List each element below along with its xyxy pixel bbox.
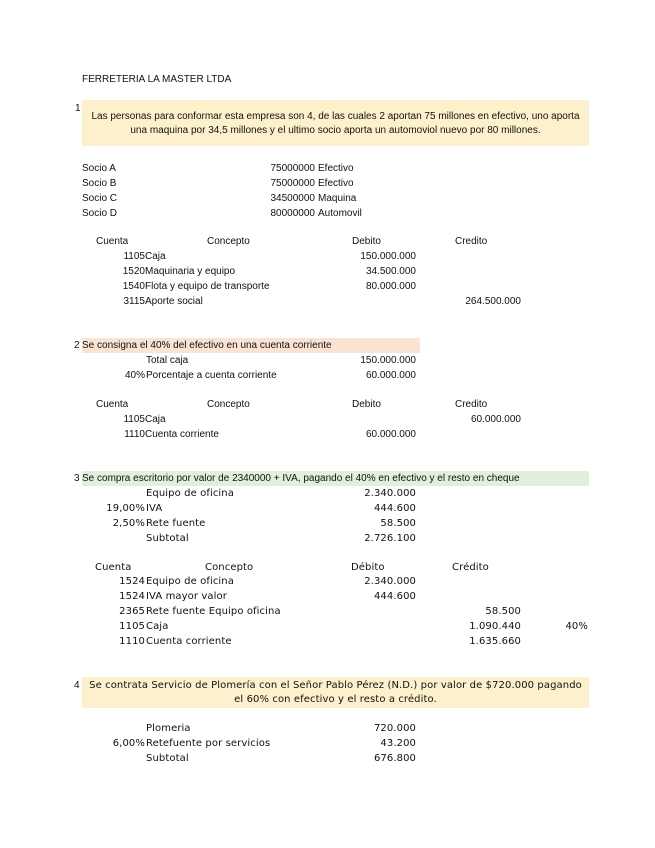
- account-code: 1524: [119, 576, 145, 587]
- calc-value: 444.600: [373, 503, 416, 514]
- debit-value: 2.340.000: [364, 576, 416, 587]
- credit-value: 264.500.000: [465, 296, 521, 307]
- calc-value: 676.800: [373, 753, 416, 764]
- account-concept: Aporte social: [145, 296, 203, 307]
- calc-label: Equipo de oficina: [146, 488, 234, 499]
- calc-value: 58.500: [380, 518, 416, 529]
- company-title: FERRETERIA LA MASTER LTDA: [82, 74, 232, 85]
- calc-label: Retefuente por servicios: [146, 738, 271, 749]
- account-concept: Cuenta corriente: [145, 429, 219, 440]
- account-concept: IVA mayor valor: [146, 591, 227, 602]
- account-code: 1105: [123, 414, 145, 425]
- partner-contribution-type: Efectivo: [318, 178, 354, 189]
- header-debito: Debito: [352, 236, 381, 247]
- calc-label: Total caja: [146, 355, 189, 366]
- credit-value: 58.500: [485, 606, 521, 617]
- calc-label: IVA: [146, 503, 163, 514]
- partner-amount: 80000000: [270, 208, 315, 219]
- section-2-note: Se consigna el 40% del efectivo en una cuenta corriente: [82, 340, 332, 351]
- section-1-note: Las personas para conformar esta empresa son 4, de las cuales 2 aportan 75 millones en efectivo, uno aporta una maquina por 34,5 millones y el ultimo socio aporta un automoviol nuevo por 80 millones.: [91, 111, 580, 136]
- calc-value: 2.340.000: [364, 488, 416, 499]
- debit-value: 444.600: [373, 591, 416, 602]
- account-concept: Maquinaria y equipo: [145, 266, 236, 277]
- account-concept: Caja: [146, 621, 169, 632]
- section-4-note: Se contrata Servicio de Plomería con el Señor Pablo Pérez (N.D.) por valor de $720.000 pagando el 60% con efectivo y el resto a crédito.: [89, 680, 582, 705]
- partner-name: Socio B: [82, 178, 117, 189]
- partner-amount: 75000000: [270, 178, 315, 189]
- calc-percentage: 2,50%: [112, 518, 145, 529]
- header-cuenta: Cuenta: [96, 399, 129, 410]
- account-concept: Cuenta corriente: [146, 636, 232, 647]
- payment-percentage: 40%: [565, 621, 588, 632]
- partner-amount: 34500000: [270, 193, 315, 204]
- header-debito: Debito: [352, 399, 381, 410]
- calc-value: 150.000.000: [360, 355, 416, 366]
- account-concept: Equipo de oficina: [146, 576, 234, 587]
- section-3-number: 3: [74, 473, 80, 484]
- section-4-number: 4: [74, 680, 80, 691]
- header-credito: Credito: [455, 236, 488, 247]
- header-concepto: Concepto: [207, 399, 250, 410]
- account-code: 1524: [119, 591, 145, 602]
- header-cuenta: Cuenta: [95, 562, 132, 573]
- account-code: 2365: [119, 606, 145, 617]
- partner-contribution-type: Efectivo: [318, 163, 354, 174]
- header-credito: Credito: [455, 399, 488, 410]
- account-concept: Caja: [145, 414, 166, 425]
- calc-percentage: 6,00%: [112, 738, 145, 749]
- partner-contribution-type: Automovil: [318, 208, 362, 219]
- calc-label: Plomeria: [146, 723, 191, 734]
- account-code: 1105: [123, 251, 145, 262]
- account-concept: Rete fuente Equipo oficina: [146, 606, 281, 617]
- calc-label: Rete fuente: [146, 518, 206, 529]
- calc-label: Subtotal: [146, 753, 189, 764]
- account-code: 1110: [119, 636, 145, 647]
- calc-label: Subtotal: [146, 533, 189, 544]
- partner-contribution-type: Maquina: [318, 193, 357, 204]
- debit-value: 60.000.000: [365, 429, 416, 440]
- credit-value: 1.635.660: [469, 636, 521, 647]
- calc-percentage: 19,00%: [106, 503, 145, 514]
- account-concept: Flota y equipo de transporte: [145, 281, 270, 292]
- header-concepto: Concepto: [205, 562, 254, 573]
- partner-name: Socio D: [82, 208, 118, 219]
- calc-percentage: 40%: [124, 370, 145, 381]
- account-code: 3115: [123, 296, 145, 307]
- section-3-note: Se compra escritorio por valor de 2340000 + IVA, pagando el 40% en efectivo y el resto en cheque: [82, 473, 520, 484]
- account-code: 1520: [122, 266, 145, 277]
- header-credito: Crédito: [452, 562, 489, 573]
- calc-value: 2.726.100: [364, 533, 416, 544]
- debit-value: 80.000.000: [365, 281, 416, 292]
- calc-value: 43.200: [380, 738, 416, 749]
- partner-name: Socio A: [82, 163, 116, 174]
- calc-value: 720.000: [373, 723, 416, 734]
- header-cuenta: Cuenta: [96, 236, 129, 247]
- calc-label: Porcentaje a cuenta corriente: [146, 370, 277, 381]
- credit-value: 1.090.440: [469, 621, 521, 632]
- account-code: 1105: [119, 621, 145, 632]
- partner-name: Socio C: [82, 193, 118, 204]
- partner-amount: 75000000: [270, 163, 315, 174]
- header-concepto: Concepto: [207, 236, 250, 247]
- debit-value: 34.500.000: [365, 266, 416, 277]
- account-concept: Caja: [145, 251, 166, 262]
- section-2-number: 2: [74, 340, 80, 351]
- account-code: 1540: [122, 281, 145, 292]
- section-1-number: 1: [75, 103, 81, 114]
- calc-value: 60.000.000: [365, 370, 416, 381]
- account-code: 1110: [124, 429, 145, 440]
- header-debito: Débito: [351, 562, 385, 573]
- debit-value: 150.000.000: [360, 251, 416, 262]
- credit-value: 60.000.000: [470, 414, 521, 425]
